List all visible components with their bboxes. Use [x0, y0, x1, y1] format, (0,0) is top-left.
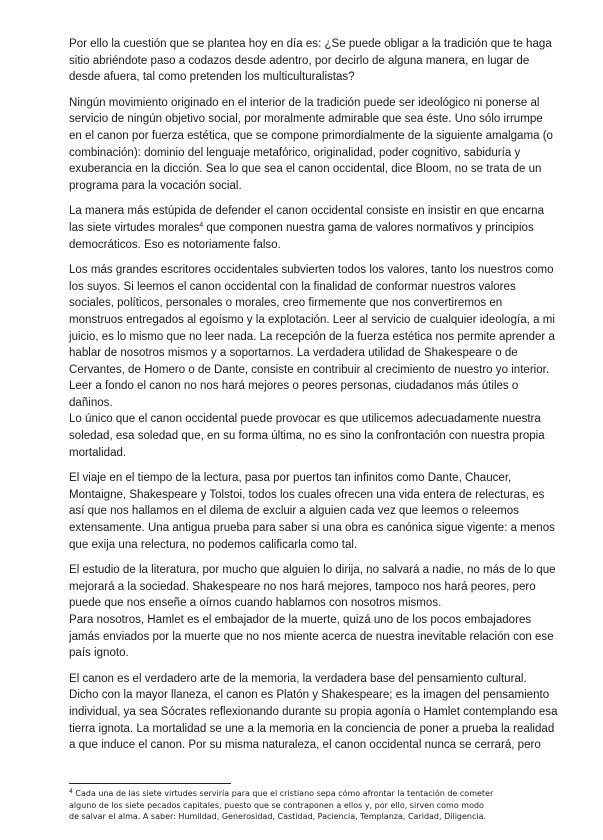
text-line: Lo único que el canon occidental puede provocar es que utilicemos adecuadamente nuestra — [69, 413, 541, 426]
text-line: La manera más estúpida de defender el canon occidental consiste en insistir en que encarna — [69, 205, 545, 218]
paragraph-1 — [69, 36, 553, 86]
text-line: Cervantes, de Homero o de Dante, consiste en contribuir al crecimiento de nuestro yo interior. — [69, 363, 550, 376]
text-line: Para nosotros, Hamlet es el embajador de la muerte, quizá uno de los pocos embajadores — [69, 614, 532, 626]
text-line: Dicho con la mayor llaneza, el canon es Platón y Shakespeare; es la imagen del pensamiento — [69, 689, 550, 702]
text-line: soledad, esa soledad que, en su forma última, no es sino la confrontación con nuestra propia — [69, 430, 545, 443]
text-line: programa para la vocación social. — [69, 179, 242, 192]
text-line: jamás enviados por la muerte que no nos miente acerca de nuestra inevitable relación con ese — [69, 630, 554, 643]
text-line: Montaigne, Shakespeare y Tolstoi, todos los cuales ofrecen una vida entera de relecturas, es — [69, 488, 545, 501]
footnote-separator — [69, 783, 231, 784]
paragraph-2 — [69, 95, 553, 195]
text-line: El estudio de la literatura, por mucho que alguien lo dirija, no salvará a nadie, no más de lo que — [69, 564, 556, 577]
text-line: combinación): dominio del lenguaje metafórico, originalidad, poder cognitivo, sabiduría y — [69, 146, 521, 159]
text-line: así que nos hallamos en el dilema de excluir a alguien cada vez que leemos o releemos — [69, 505, 519, 518]
footnote — [69, 788, 559, 823]
text-line: país ignoto. — [69, 647, 129, 660]
text-line: individual, ya sea Sócrates reflexionando durante su propia agonía o Hamlet contemplando esa — [69, 705, 558, 718]
text-line: El viaje en el tiempo de la lectura, pasa por puertos tan infinitos como Dante, Chaucer, — [69, 472, 512, 485]
footnote-line: de salvar el alma. A saber: Humildad, Generosidad, Castidad, Paciencia, Templanza, Caridad, Diligencia. — [69, 812, 487, 822]
text-line: democráticos. Eso es notoriamente falso. — [69, 238, 281, 251]
paragraph-4 — [69, 262, 553, 461]
text-line: a que induce el canon. Por su misma naturaleza, el canon occidental nunca se cerrará, pero — [69, 739, 541, 752]
footnote-line — [69, 788, 559, 800]
text-segment: las siete virtudes morales — [69, 221, 200, 234]
paragraph-3 — [69, 203, 553, 253]
text-line: puede que nos enseñe a oírnos cuando hablamos con nosotros mismos. — [69, 597, 442, 610]
footnote-reference[interactable]: 4 — [199, 221, 204, 229]
text-line: mejorará a la sociedad. Shakespeare no nos hará mejores, tampoco nos hará peores, pero — [69, 580, 536, 593]
text-line: dañinos. — [69, 396, 113, 409]
text-line: que exija una relectura, no podemos calificarla como tal. — [69, 538, 358, 551]
paragraph-7 — [69, 671, 558, 754]
text-segment: que componen nuestra gama de valores normativos y principios — [203, 221, 534, 234]
text-line: hablar de nosotros mismos y a soportarnos. La verdadera utilidad de Shakespeare o de — [69, 347, 518, 360]
text-line — [69, 220, 553, 237]
text-line: Por ello la cuestión que se plantea hoy en día es: ¿Se puede obligar a la tradición que te haga — [69, 38, 552, 50]
text-line: tierra ignota. La mortalidad se une a la memoria en la conciencia de poner a prueba la realidad — [69, 722, 555, 735]
text-line: mortalidad. — [69, 446, 127, 459]
text-line: Leer a fondo el canon no nos hará mejores o peores personas, ciudadanos más útiles o — [69, 380, 519, 393]
footnote-line: alguno de los siete pecados capitales, puesto que se contraponen a ellos y, por ello, sirven como modo — [69, 800, 484, 810]
text-line: desde afuera, tal como pretenden los multiculturalistas? — [69, 71, 355, 84]
body-text — [69, 36, 558, 754]
text-line: Ningún movimiento originado en el interior de la tradición puede ser ideológico ni ponerse al — [69, 96, 540, 109]
paragraph-6 — [69, 562, 556, 662]
footnote-marker: 4 — [69, 788, 73, 795]
text-segment: Cada una de las siete virtudes serviría para que el cristiano sepa cómo afrontar la tentación de cometer — [72, 789, 494, 798]
text-line: servicio de ningún objetivo social, por moralmente admirable que sea éste. Uno sólo irrumpe — [69, 113, 543, 126]
text-line: El canon es el verdadero arte de la memoria, la verdadera base del pensamiento cultural. — [69, 672, 527, 685]
text-line: sociales, políticos, personales o morales, creo firmemente que nos convertiremos en — [69, 297, 503, 310]
text-line: juicio, es lo mismo que no leer nada. La recepción de la fuerza estética nos permite aprender a — [69, 330, 555, 343]
text-line: sitio abriéndote paso a codazos desde adentro, por decirlo de alguna manera, en lugar de — [69, 54, 530, 67]
text-line: Los más grandes escritores occidentales subvierten todos los valores, tanto los nuestros como — [69, 264, 554, 277]
text-line: monstruos entregados al egoísmo y la explotación. Leer al servicio de cualquier ideología, a mi — [69, 313, 555, 326]
text-line: los suyos. Si leemos el canon occidental con la finalidad de conformar nuestros valores — [69, 280, 516, 293]
paragraph-5 — [69, 470, 553, 553]
text-line: en el canon por fuerza estética, que se compone primordialmente de la siguiente amalgama (o — [69, 129, 553, 142]
text-line: extensamente. Una antigua prueba para saber si una obra es canónica sigue vigente: a menos — [69, 522, 555, 535]
text-line: exuberancia en la dicción. Sea lo que sea el canon occidental, dice Bloom, no se trata de un — [69, 163, 542, 176]
